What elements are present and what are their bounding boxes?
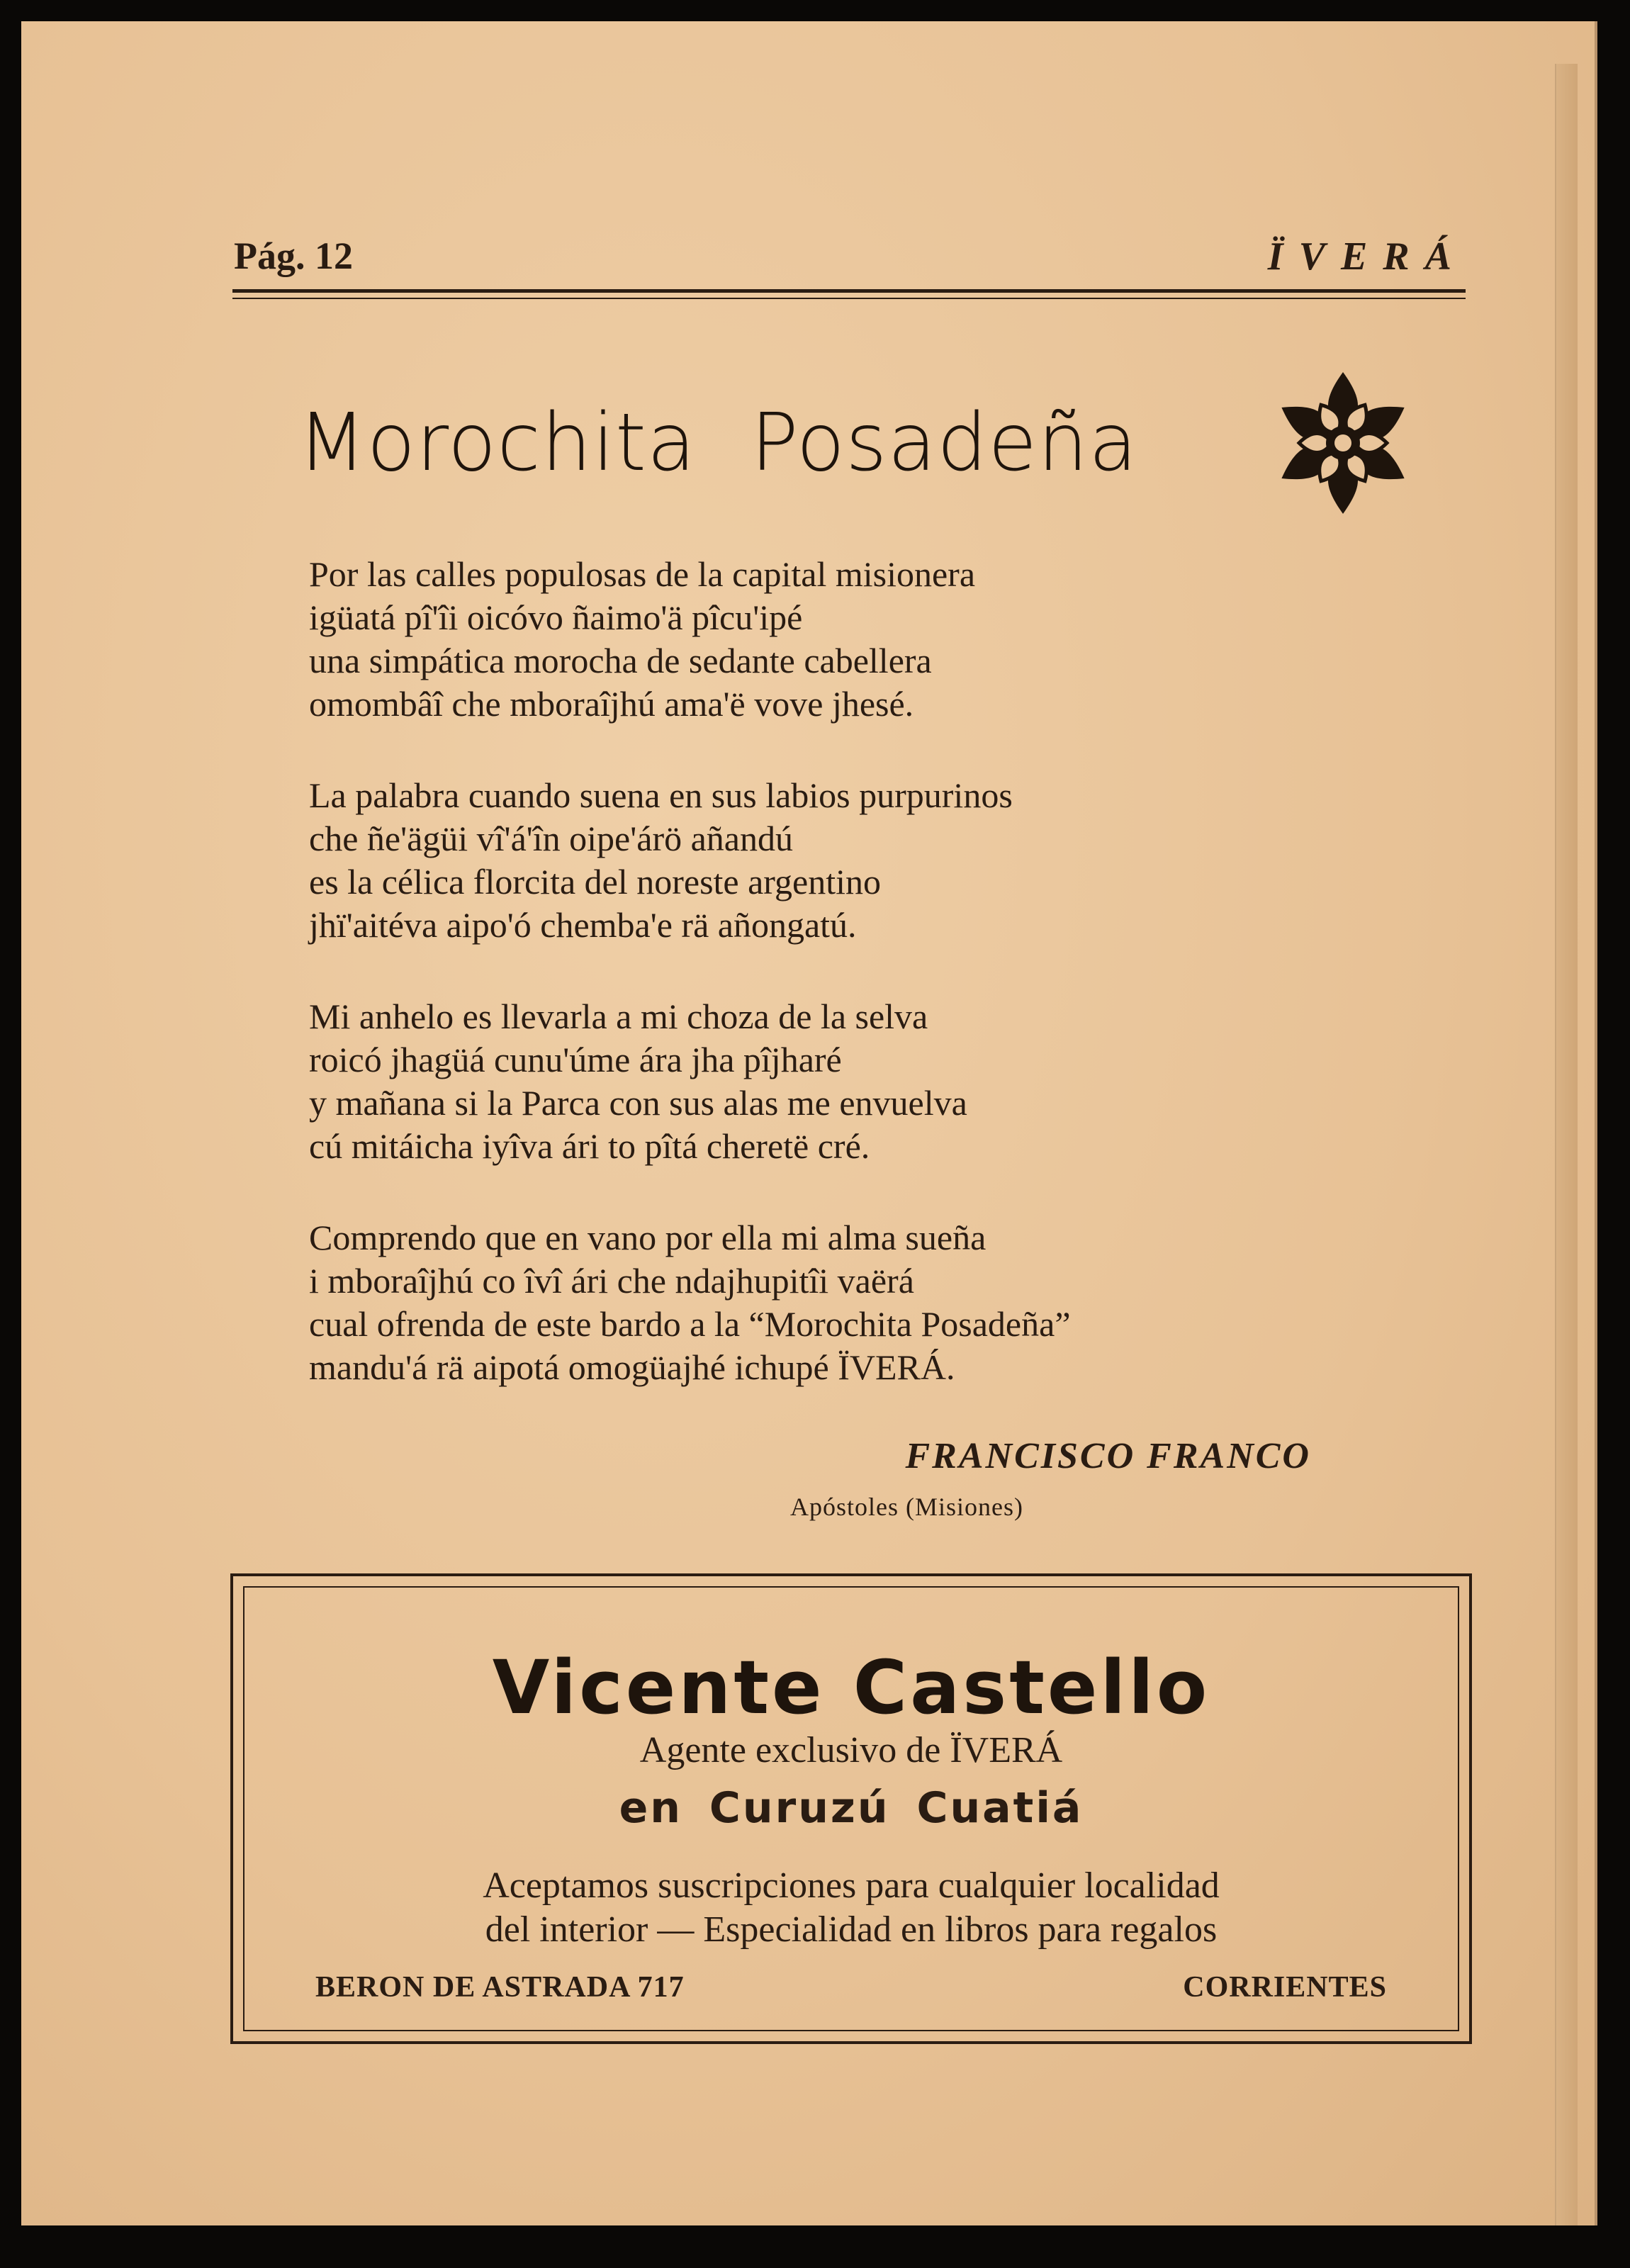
poem-line: cú mitáicha iyîva ári to pîtá cheretë cré.: [309, 1126, 870, 1166]
poem-line: Mi anhelo es llevarla a mi choza de la selva: [309, 997, 928, 1036]
flower-ornament-icon: [1269, 369, 1417, 517]
page-number: Pág. 12: [234, 235, 353, 277]
advertiser-description-line: Aceptamos suscripciones para cualquier localidad: [483, 1865, 1220, 1906]
poem-line: jhï'aitéva aipo'ó chemba'e rä añongatú.: [309, 905, 857, 945]
poem-line: y mañana si la Parca con sus alas me envuelva: [309, 1083, 967, 1123]
poem-line: Por las calles populosas de la capital misionera: [309, 554, 976, 594]
advertiser-description: [244, 1864, 1458, 1952]
page-header: [213, 234, 1467, 284]
poem-line: una simpática morocha de sedante cabellera: [309, 641, 932, 680]
magazine-name: ÏVERÁ: [1267, 235, 1467, 279]
advertisement-box: [230, 1573, 1472, 2044]
advertiser-description-line: del interior — Especialidad en libros para regalos: [485, 1909, 1218, 1950]
page-edge: [1555, 64, 1578, 2225]
poem-line: La palabra cuando suena en sus labios purpurinos: [309, 775, 1013, 815]
poem-title: Morochita Posadeña: [298, 397, 1138, 489]
advertisement-inner-border: [243, 1586, 1459, 2031]
header-rule-thick: [232, 289, 1466, 293]
advertiser-agent-line: Agente exclusivo de ÏVERÁ: [639, 1730, 1063, 1770]
poem-stanza: [309, 774, 1415, 947]
poem-line: roicó jhagüá cunu'úme ára jha pîjharé: [309, 1040, 842, 1079]
poem-line: es la célica florcita del noreste argentino: [309, 862, 882, 902]
author-location: Apóstoles (Misiones): [790, 1493, 1023, 1521]
poem-line: igüatá pî'îi oicóvo ñaimo'ä pîcu'ipé: [309, 597, 803, 637]
poem-body: [309, 553, 1415, 1437]
poem-stanza: [309, 995, 1415, 1168]
poem-line: mandu'á rä aipotá omogüajhé ichupé ÏVERÁ.: [309, 1347, 955, 1387]
poem-stanza: [309, 553, 1415, 726]
poem-line: cual ofrenda de este bardo a la “Morochita Posadeña”: [309, 1304, 1071, 1344]
poem-line: che ñe'ägüi vî'á'în oipe'árö añandú: [309, 819, 793, 858]
poem-stanza: [309, 1216, 1415, 1389]
poem-author: FRANCISCO FRANCO: [905, 1436, 1311, 1476]
advertiser-city: CORRIENTES: [1183, 1971, 1387, 2004]
advertiser-address: BERON DE ASTRADA 717: [315, 1971, 685, 2004]
poem-line: omombâî che mboraîjhú ama'ë vove jhesé.: [309, 684, 914, 724]
header-rule-thin: [232, 298, 1466, 299]
poem-line: i mboraîjhú co îvî ári che ndajhupitîi vaërá: [309, 1261, 914, 1301]
advertiser-name: Vicente Castello: [492, 1644, 1210, 1731]
advertiser-city-line: en Curuzú Cuatiá: [619, 1783, 1084, 1833]
poem-line: Comprendo que en vano por ella mi alma sueña: [309, 1218, 987, 1257]
